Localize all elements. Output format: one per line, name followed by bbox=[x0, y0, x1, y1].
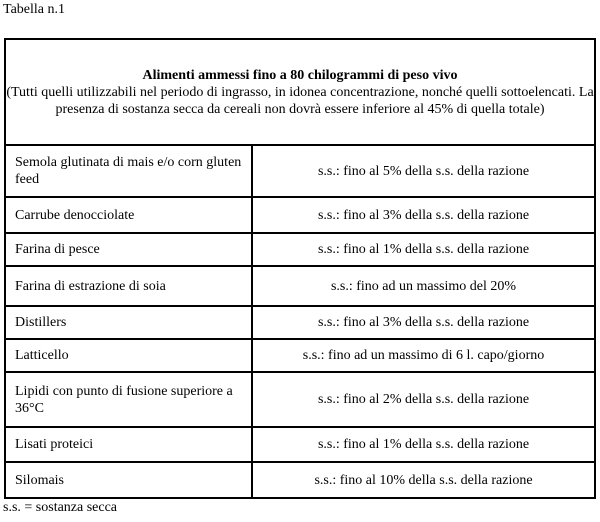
row-value: s.s.: fino ad un massimo del 20% bbox=[252, 266, 595, 306]
table-row bbox=[5, 462, 595, 498]
row-name: Farina di pesce bbox=[5, 233, 252, 266]
table-note: (Tutti quelli utilizzabili nel periodo di ingrasso, in idonea concentrazione, nonché quelli sottoelencati. La presenza di sostanza secca da cereali non dovrà essere inferiore al 45% di quella totale) bbox=[6, 84, 594, 117]
table-row bbox=[5, 197, 595, 233]
feed-table bbox=[4, 38, 596, 499]
table-row bbox=[5, 266, 595, 306]
row-name: Lipidi con punto di fusione superiore a 36°C bbox=[5, 372, 252, 427]
row-name: Lisati proteici bbox=[5, 427, 252, 462]
table-title: Alimenti ammessi fino a 80 chilogrammi di peso vivo bbox=[142, 67, 458, 83]
row-value: s.s.: fino al 5% della s.s. della razione bbox=[252, 145, 595, 197]
table-row bbox=[5, 372, 595, 427]
row-name: Distillers bbox=[5, 306, 252, 339]
table-row bbox=[5, 233, 595, 266]
row-value: s.s.: fino ad un massimo di 6 l. capo/giorno bbox=[252, 339, 595, 372]
table-row bbox=[5, 427, 595, 462]
table-row bbox=[5, 339, 595, 372]
row-value: s.s.: fino al 1% della s.s. della razione bbox=[252, 427, 595, 462]
row-value: s.s.: fino al 2% della s.s. della razione bbox=[252, 372, 595, 427]
row-value: s.s.: fino al 10% della s.s. della razione bbox=[252, 462, 595, 498]
table-header-row bbox=[5, 39, 595, 145]
row-name: Farina di estrazione di soia bbox=[5, 266, 252, 306]
row-name: Silomais bbox=[5, 462, 252, 498]
row-value: s.s.: fino al 3% della s.s. della razione bbox=[252, 197, 595, 233]
row-value: s.s.: fino al 1% della s.s. della razione bbox=[252, 233, 595, 266]
table-row bbox=[5, 306, 595, 339]
table-footnote: s.s. = sostanza secca bbox=[3, 500, 118, 515]
row-name: Semola glutinata di mais e/o corn gluten feed bbox=[5, 145, 252, 197]
table-header-cell bbox=[5, 39, 595, 145]
table-caption: Tabella n.1 bbox=[3, 2, 65, 17]
row-value: s.s.: fino al 3% della s.s. della razione bbox=[252, 306, 595, 339]
table-row bbox=[5, 145, 595, 197]
row-name: Carrube denocciolate bbox=[5, 197, 252, 233]
row-name: Latticello bbox=[5, 339, 252, 372]
